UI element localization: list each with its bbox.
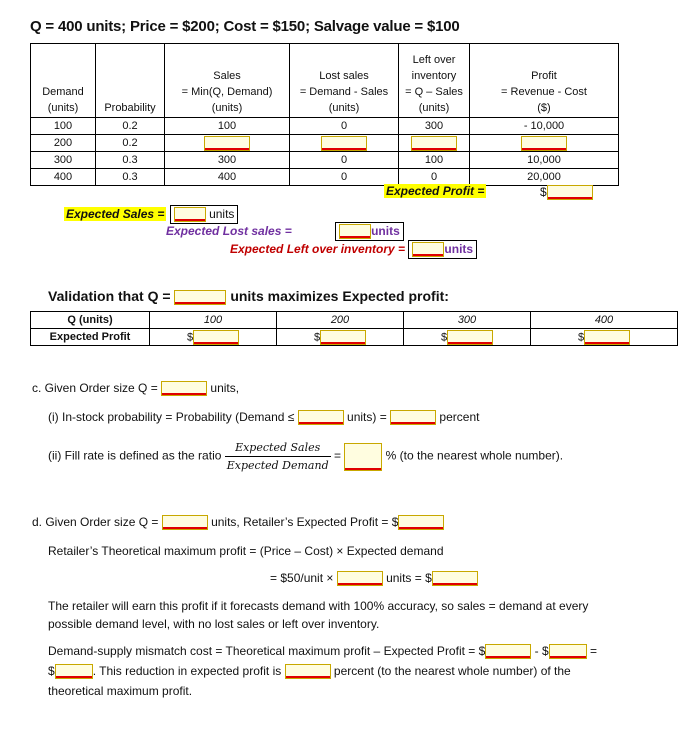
cell-demand: 200 [31,135,96,152]
validation-q-input[interactable] [174,290,226,305]
cell-sales: 400 [165,169,290,186]
cell-left-input [399,135,470,152]
expected-lost-input[interactable] [339,224,371,239]
q-value: 400 [531,312,678,329]
expected-profit-label: Expected Profit = [386,184,485,198]
cell-lost: 0 [290,169,399,186]
part-d-q-input[interactable] [162,515,208,530]
expected-sales-label: Expected Sales = [66,207,165,221]
cell-left: 0 [399,169,470,186]
expected-sales-box: units [170,205,239,224]
expected-lost-row [166,222,404,241]
mismatch-max-input[interactable] [485,644,531,659]
profit-q400-input[interactable] [584,330,630,345]
fill-rate-input[interactable] [344,443,382,471]
cell-lost: 0 [290,152,399,169]
expected-profit-field [540,185,593,200]
cell-sales: 100 [165,118,290,135]
q-units-label: Q (units) [31,312,150,329]
table-row [31,118,619,135]
cell-profit-input [470,135,619,152]
expected-left-label: Expected Left over inventory = [230,242,406,256]
part-d-line4: The retailer will earn this profit if it forecasts demand with 100% accuracy, so sales = demand at every [48,599,589,613]
validation-row-q [31,312,678,329]
cell-lost: 0 [290,118,399,135]
header-lost-sales: Lost sales = Demand - Sales (units) [290,44,399,118]
profit-cell: $ [150,329,277,346]
cell-demand: 100 [31,118,96,135]
cell-lost-input [290,135,399,152]
part-c-instock-input[interactable] [390,410,436,425]
cell-left: 100 [399,152,470,169]
header-demand: Demand (units) [31,44,96,118]
expected-left-box: units [408,240,477,259]
profit-cell: $ [531,329,678,346]
expected-profit-row-label: Expected Profit [31,329,150,346]
mismatch-expected-input[interactable] [549,644,587,659]
expected-lost-box: units [335,222,404,241]
mismatch-cost-input[interactable] [55,664,93,679]
expected-sales-input[interactable] [174,207,206,222]
cell-profit: 10,000 [470,152,619,169]
cell-probability: 0.2 [96,135,165,152]
cell-probability: 0.2 [96,118,165,135]
problem-title: Q = 400 units; Price = $200; Cost = $150; Salvage value = $100 [30,18,460,35]
expected-left-input[interactable] [412,242,444,257]
part-d-line1: d. Given Order size Q = units, Retailer’s Expected Profit = $ [32,515,444,530]
cell-probability: 0.3 [96,152,165,169]
part-d-line2: Retailer’s Theoretical maximum profit = (Price – Cost) × Expected demand [48,544,444,558]
cell-profit: - 10,000 [470,118,619,135]
q-value: 100 [150,312,277,329]
cell-demand: 300 [31,152,96,169]
part-d-demand-input[interactable] [337,571,383,586]
header-sales: Sales = Min(Q, Demand) (units) [165,44,290,118]
part-d-expected-profit-input[interactable] [398,515,444,530]
part-c-line2: (i) In-stock probability = Probability (Demand ≤ units) = percent [48,410,480,424]
demand-table [30,43,619,186]
expected-left-row [230,240,477,259]
profit-q200-input[interactable] [320,330,366,345]
fill-rate-fraction: $\frac{\text{Expected Sales}}{\text{Expected Demand}}$ [226,441,329,472]
validation-row-profit [31,329,678,346]
part-d-line6: Demand-supply mismatch cost = Theoretical maximum profit – Expected Profit = $ - $ = [48,644,598,658]
profit-blank-input[interactable] [521,136,567,151]
part-c-line3: (ii) Fill rate is defined as the ratio $\frac{\text{Expected Sales}}{\text{Expected Demand}}$ = % (to the nearest whole number). [48,441,564,472]
cell-sales-input [165,135,290,152]
table-row [31,169,619,186]
cell-profit: 20,000 [470,169,619,186]
lost-blank-input[interactable] [321,136,367,151]
header-profit: Profit = Revenue - Cost ($) [470,44,619,118]
sales-blank-input[interactable] [204,136,250,151]
cell-sales: 300 [165,152,290,169]
part-d-max-profit-input[interactable] [432,571,478,586]
cell-probability: 0.3 [96,169,165,186]
reduction-percent-input[interactable] [285,664,331,679]
header-left-over: Left over inventory = Q – Sales (units) [399,44,470,118]
profit-q300-input[interactable] [447,330,493,345]
profit-cell: $ [277,329,404,346]
cell-left: 300 [399,118,470,135]
part-d-line7: $ . This reduction in expected profit is percent (to the nearest whole number) of the [48,664,571,678]
validation-heading: Validation that Q = units maximizes Expected profit: [48,288,449,304]
expected-profit-input[interactable] [547,185,593,200]
validation-table [30,311,678,346]
cell-demand: 400 [31,169,96,186]
left-blank-input[interactable] [411,136,457,151]
part-d-line8: theoretical maximum profit. [48,684,193,698]
part-c-demand-input[interactable] [298,410,344,425]
q-value: 300 [404,312,531,329]
header-probability: Probability [96,44,165,118]
profit-q100-input[interactable] [193,330,239,345]
table-row [31,152,619,169]
part-c-line1: c. Given Order size Q = units, [32,381,240,395]
table-row [31,135,619,152]
profit-cell: $ [404,329,531,346]
part-d-line3: = $50/unit × units = $ [270,571,478,586]
part-d-line5: possible demand level, with no lost sales or left over inventory. [48,617,380,631]
expected-lost-label: Expected Lost sales = [166,224,292,238]
q-value: 200 [277,312,404,329]
dollar-sign: $ [540,185,547,199]
part-c-q-input[interactable] [161,381,207,396]
table-header-row [31,44,619,118]
